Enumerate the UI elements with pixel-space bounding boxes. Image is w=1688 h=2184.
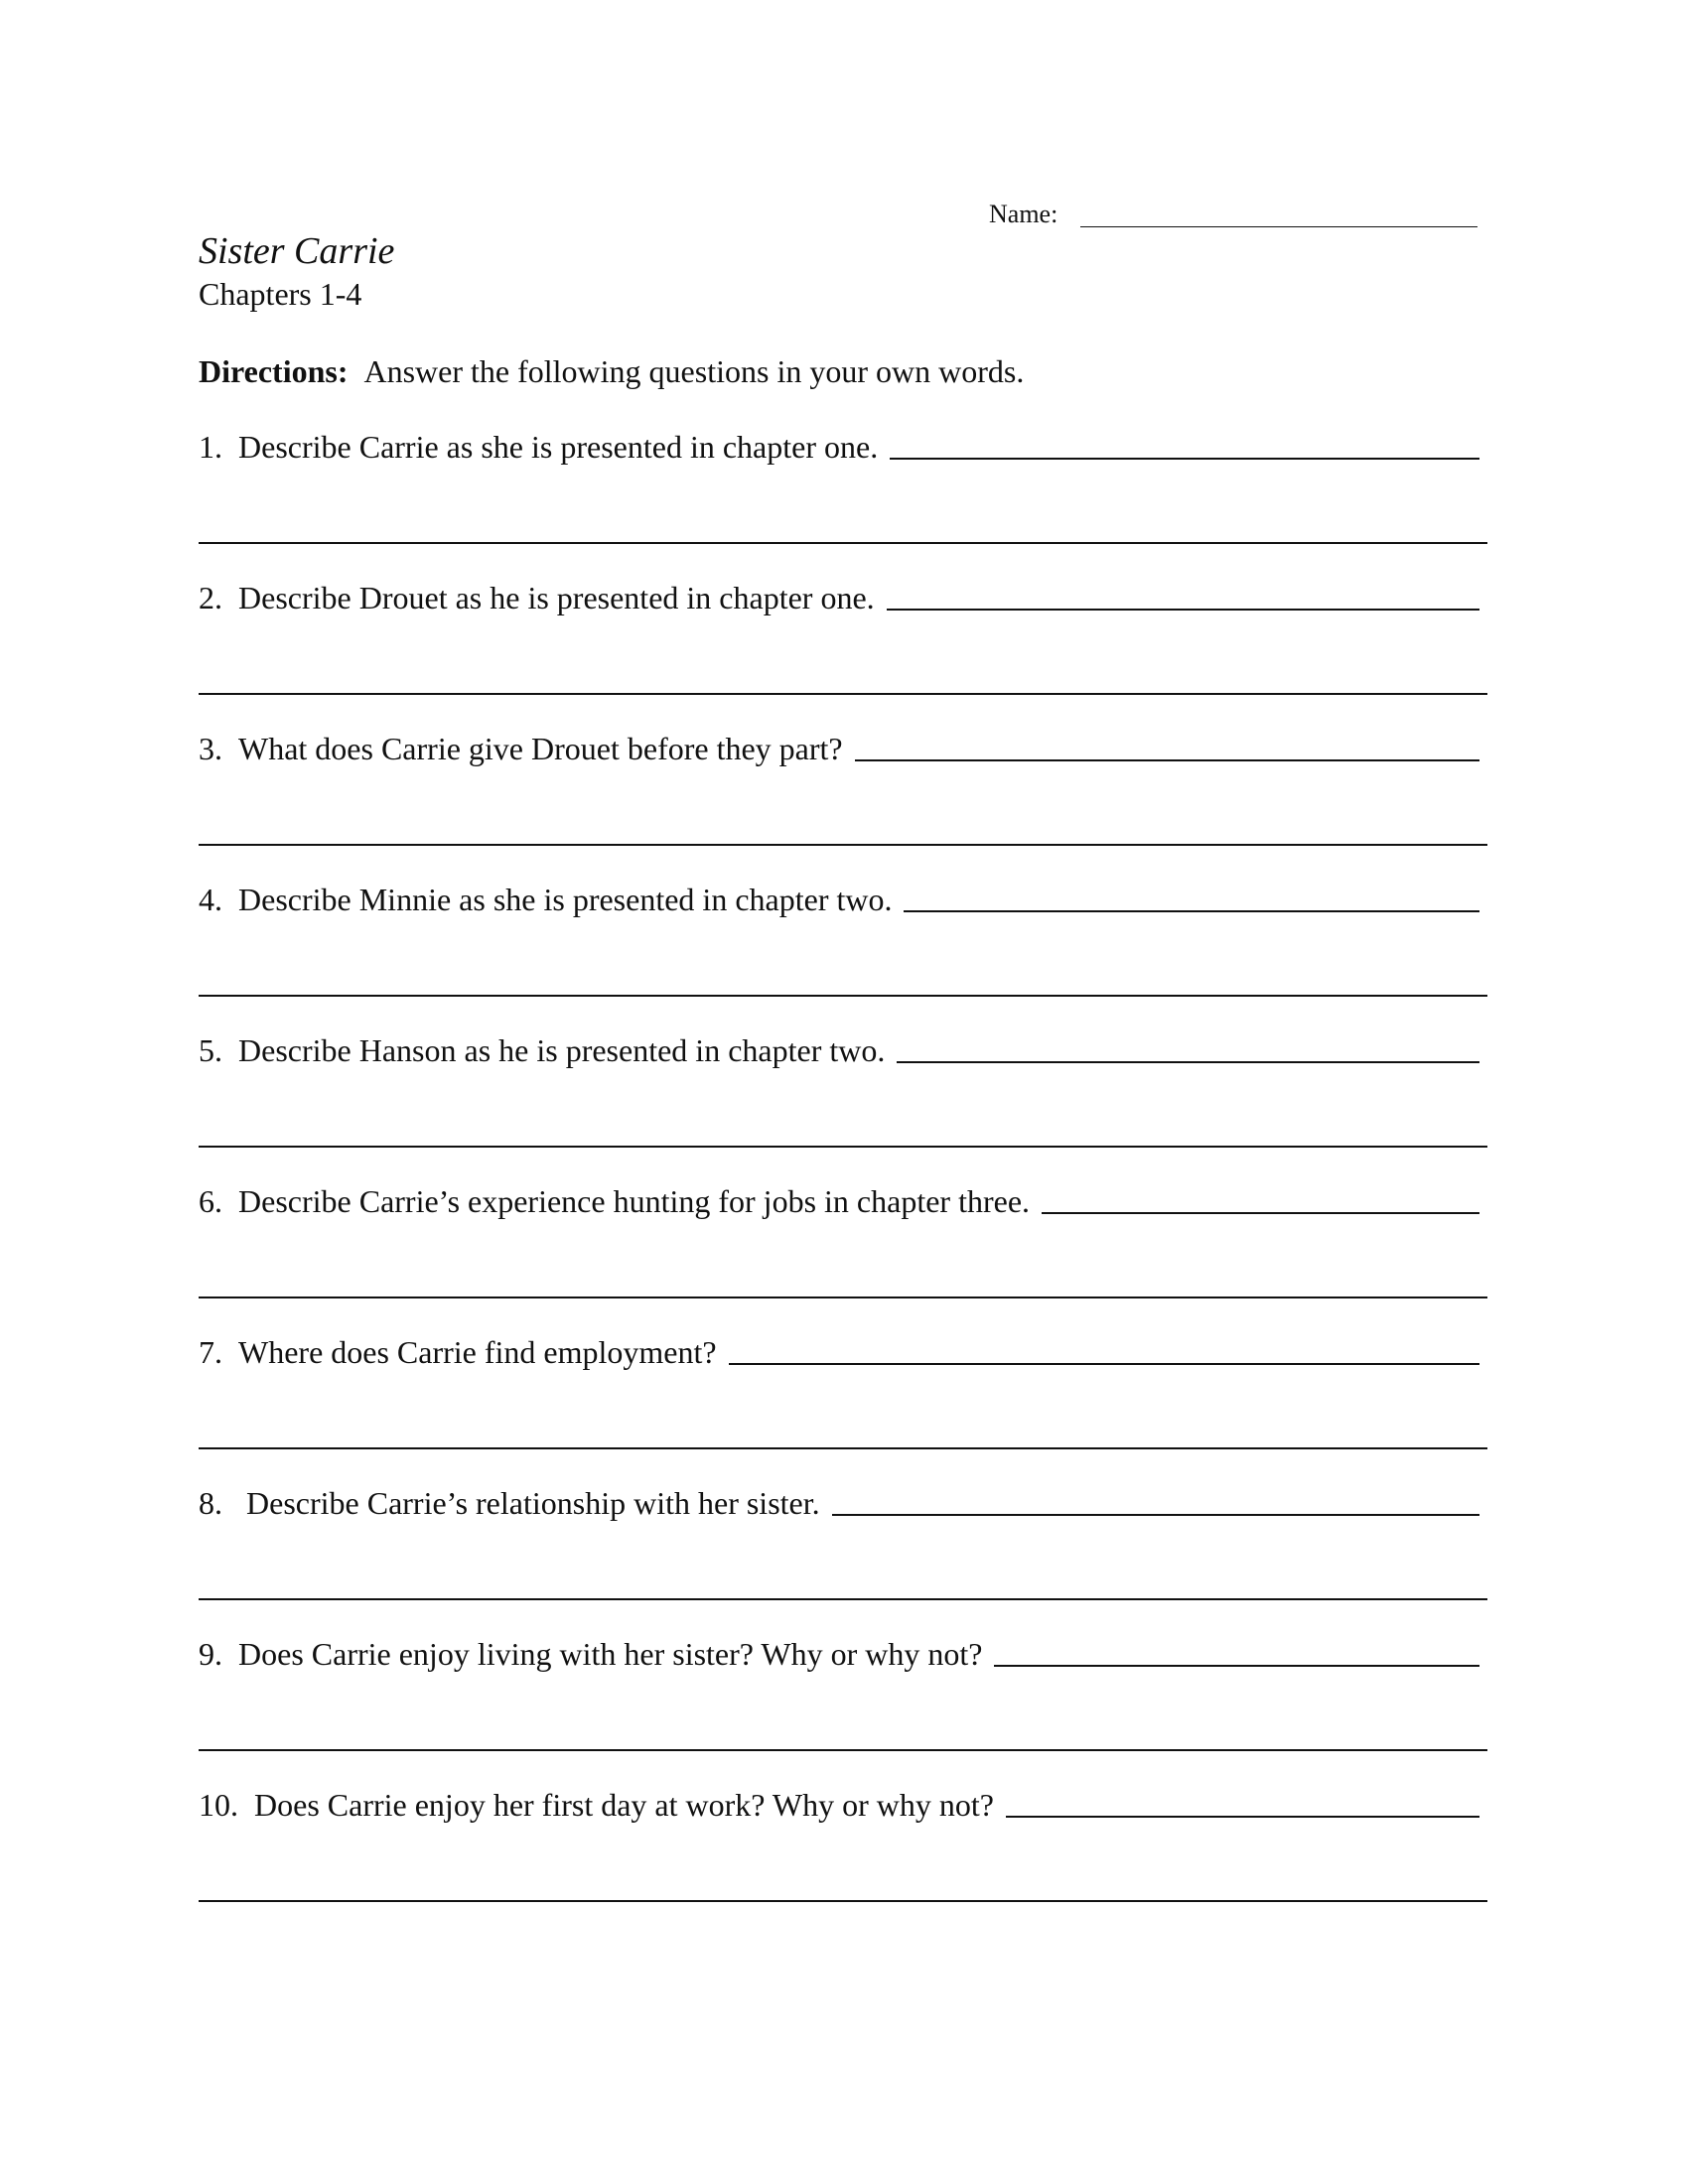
question-prompt: Does Carrie enjoy her first day at work? Why or why not? (254, 1787, 994, 1823)
worksheet-title: Sister Carrie (199, 230, 395, 272)
question-number: 1. (199, 429, 222, 465)
question-item (199, 1179, 1489, 1318)
answer-line[interactable] (199, 844, 1487, 846)
question-text (199, 1481, 832, 1525)
answer-line[interactable] (199, 542, 1487, 544)
answer-line[interactable] (199, 693, 1487, 695)
question-number: 4. (199, 882, 222, 917)
directions-text: Answer the following questions in your own words. (363, 353, 1025, 389)
answer-line[interactable] (904, 910, 1479, 912)
answer-line[interactable] (1006, 1816, 1479, 1818)
answer-line[interactable] (199, 1598, 1487, 1600)
answer-line[interactable] (855, 759, 1479, 761)
question-number: 10. (199, 1787, 238, 1823)
question-item (199, 576, 1489, 715)
question-prompt: Does Carrie enjoy living with her sister? Why or why not? (238, 1636, 983, 1672)
name-label: Name: (989, 200, 1058, 228)
question-prompt: What does Carrie give Drouet before they part? (238, 731, 843, 766)
answer-line[interactable] (832, 1514, 1479, 1516)
question-number: 8. (199, 1485, 222, 1521)
question-prompt: Describe Carrie as she is presented in chapter one. (238, 429, 879, 465)
question-item (199, 1481, 1489, 1620)
question-text (199, 1028, 897, 1072)
question-text (199, 576, 887, 619)
question-item (199, 1783, 1489, 1922)
question-item (199, 878, 1489, 1017)
question-text (199, 1179, 1042, 1223)
answer-line[interactable] (890, 458, 1479, 460)
answer-line[interactable] (199, 1749, 1487, 1751)
answer-line[interactable] (199, 1900, 1487, 1902)
worksheet-subtitle: Chapters 1-4 (199, 276, 362, 312)
question-number: 5. (199, 1032, 222, 1068)
question-number: 3. (199, 731, 222, 766)
answer-line[interactable] (199, 1146, 1487, 1148)
question-item (199, 1330, 1489, 1469)
answer-line[interactable] (199, 1297, 1487, 1298)
question-text (199, 425, 890, 469)
answer-line[interactable] (729, 1363, 1479, 1365)
question-number: 9. (199, 1636, 222, 1672)
question-item (199, 425, 1489, 564)
question-prompt: Describe Carrie’s relationship with her sister. (246, 1485, 820, 1521)
answer-line[interactable] (199, 1447, 1487, 1449)
question-item (199, 727, 1489, 866)
question-prompt: Where does Carrie find employment? (238, 1334, 717, 1370)
answer-line[interactable] (887, 609, 1479, 611)
question-text (199, 1783, 1006, 1827)
answer-line[interactable] (1042, 1212, 1479, 1214)
directions (199, 349, 1024, 393)
question-text (199, 1632, 994, 1676)
question-number: 6. (199, 1183, 222, 1219)
answer-line[interactable] (897, 1061, 1479, 1063)
directions-label: Directions: (199, 353, 349, 389)
question-text (199, 1330, 729, 1374)
question-number: 2. (199, 580, 222, 615)
question-prompt: Describe Carrie’s experience hunting for jobs in chapter three. (238, 1183, 1031, 1219)
question-prompt: Describe Hanson as he is presented in chapter two. (238, 1032, 886, 1068)
answer-line[interactable] (994, 1665, 1479, 1667)
answer-line[interactable] (199, 995, 1487, 997)
question-item (199, 1028, 1489, 1167)
question-text (199, 727, 855, 770)
name-field-row (989, 197, 1485, 236)
question-prompt: Describe Drouet as he is presented in chapter one. (238, 580, 875, 615)
question-number: 7. (199, 1334, 222, 1370)
question-prompt: Describe Minnie as she is presented in chapter two. (238, 882, 893, 917)
question-item (199, 1632, 1489, 1771)
name-answer-line[interactable] (1080, 226, 1477, 227)
question-text (199, 878, 904, 921)
